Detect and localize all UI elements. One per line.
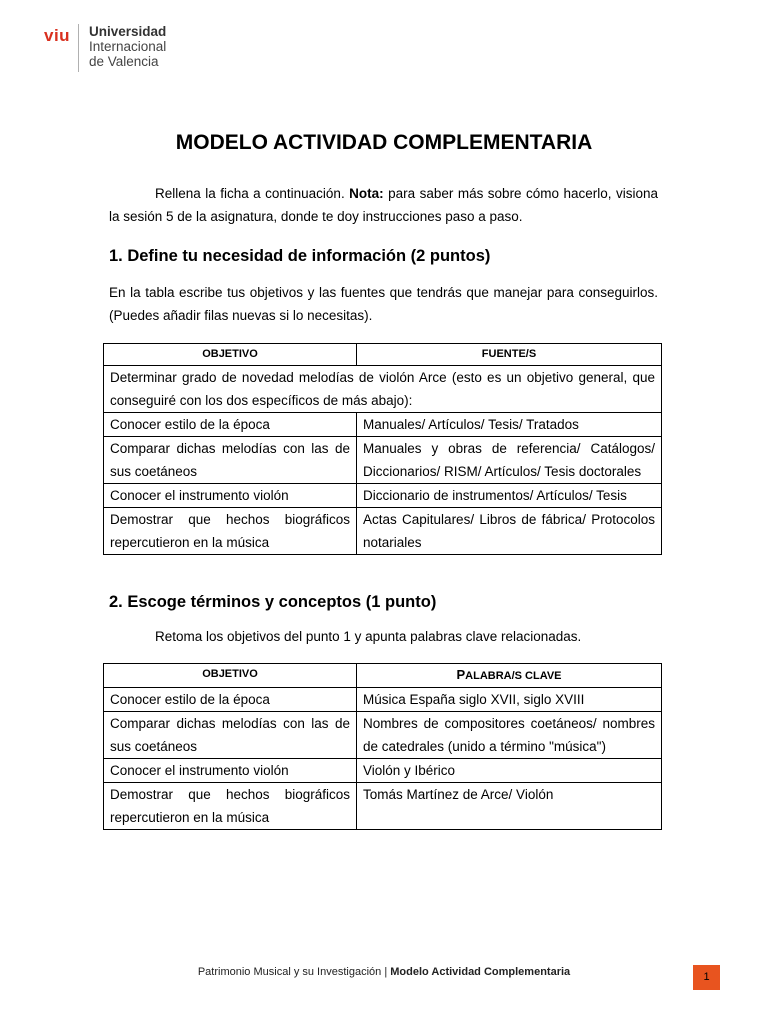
column-header-objetivo: OBJETIVO	[104, 344, 357, 366]
objective-cell: Comparar dichas melodías con las de sus coetáneos	[104, 437, 357, 484]
column-header-palabras-clave	[357, 664, 662, 688]
document-title: MODELO ACTIVIDAD COMPLEMENTARIA	[175, 131, 593, 154]
keyword-cell: Música España siglo XVII, siglo XVIII	[357, 688, 662, 712]
source-cell: Diccionario de instrumentos/ Artículos/ Tesis	[357, 484, 662, 508]
table-header-row	[104, 344, 662, 366]
objective-cell: Comparar dichas melodías con las de sus coetáneos	[104, 712, 357, 759]
logo-line-3: de Valencia	[89, 54, 159, 69]
source-cell: Manuales y obras de referencia/ Catálogos/ Diccionarios/ RISM/ Artículos/ Tesis doctorales	[357, 437, 662, 484]
section1-heading: 1. Define tu necesidad de información (2 puntos)	[109, 247, 491, 265]
header-initial: P	[456, 667, 466, 682]
intro-text-1: Rellena la ficha a continuación.	[155, 186, 345, 201]
table-row	[104, 366, 662, 413]
header-rest: ALABRA/S CLAVE	[465, 670, 562, 682]
source-cell: Actas Capitulares/ Libros de fábrica/ Protocolos notariales	[357, 508, 662, 555]
objective-cell: Demostrar que hechos biográficos repercutieron en la música	[104, 783, 357, 830]
section2-description-text: Retoma los objetivos del punto 1 y apunta palabras clave relacionadas.	[155, 629, 582, 644]
objective-cell: Conocer estilo de la época	[104, 688, 357, 712]
table-row	[104, 508, 662, 555]
objective-cell: Conocer el instrumento violón	[104, 484, 357, 508]
general-objective-cell: Determinar grado de novedad melodías de violón Arce (esto es un objetivo general, que conseguiré con los dos específicos de más abajo):	[104, 366, 662, 413]
keyword-cell: Nombres de compositores coetáneos/ nombres de catedrales (unido a término "música")	[357, 712, 662, 759]
table-row	[104, 688, 662, 712]
table-row	[104, 484, 662, 508]
table-row	[104, 712, 662, 759]
footer-doc-title: Modelo Actividad Complementaria	[390, 966, 571, 978]
objectives-keywords-table	[103, 663, 662, 830]
objective-cell: Demostrar que hechos biográficos repercutieron en la música	[104, 508, 357, 555]
intro-paragraph	[109, 182, 658, 228]
source-cell: Manuales/ Artículos/ Tesis/ Tratados	[357, 413, 662, 437]
table-row	[104, 413, 662, 437]
page-footer	[0, 966, 768, 978]
keyword-cell: Tomás Martínez de Arce/ Violón	[357, 783, 662, 830]
page-number: 1	[693, 965, 720, 990]
section2-description	[109, 625, 658, 648]
logo-divider	[78, 24, 79, 72]
table-row	[104, 437, 662, 484]
footer-separator: |	[384, 966, 388, 978]
objective-cell: Conocer estilo de la época	[104, 413, 357, 437]
objectives-sources-table	[103, 343, 662, 555]
objective-cell: Conocer el instrumento violón	[104, 759, 357, 783]
column-header-objetivo: OBJETIVO	[104, 664, 357, 688]
table-row	[104, 759, 662, 783]
section2-heading: 2. Escoge términos y conceptos (1 punto)	[109, 593, 437, 611]
section1-description: En la tabla escribe tus objetivos y las fuentes que tendrás que manejar para conseguirlos. (Puedes añadir filas nuevas si lo necesitas).	[109, 285, 658, 323]
intro-note-label: Nota:	[349, 186, 384, 201]
keyword-cell: Violón y Ibérico	[357, 759, 662, 783]
column-header-fuentes: FUENTE/S	[357, 344, 662, 366]
logo-line-2: Internacional	[89, 39, 167, 54]
logo-line-1: Universidad	[89, 24, 167, 39]
table-header-row	[104, 664, 662, 688]
table-row	[104, 783, 662, 830]
intro-text-2: para saber más sobre cómo hacerlo, visiona la sesión 5 de la asignatura, donde te doy instrucciones paso a paso.	[109, 186, 658, 224]
logo-wordmark	[89, 24, 229, 69]
logo-viu-mark: viu	[44, 26, 71, 45]
footer-course: Patrimonio Musical y su Investigación	[197, 966, 382, 978]
